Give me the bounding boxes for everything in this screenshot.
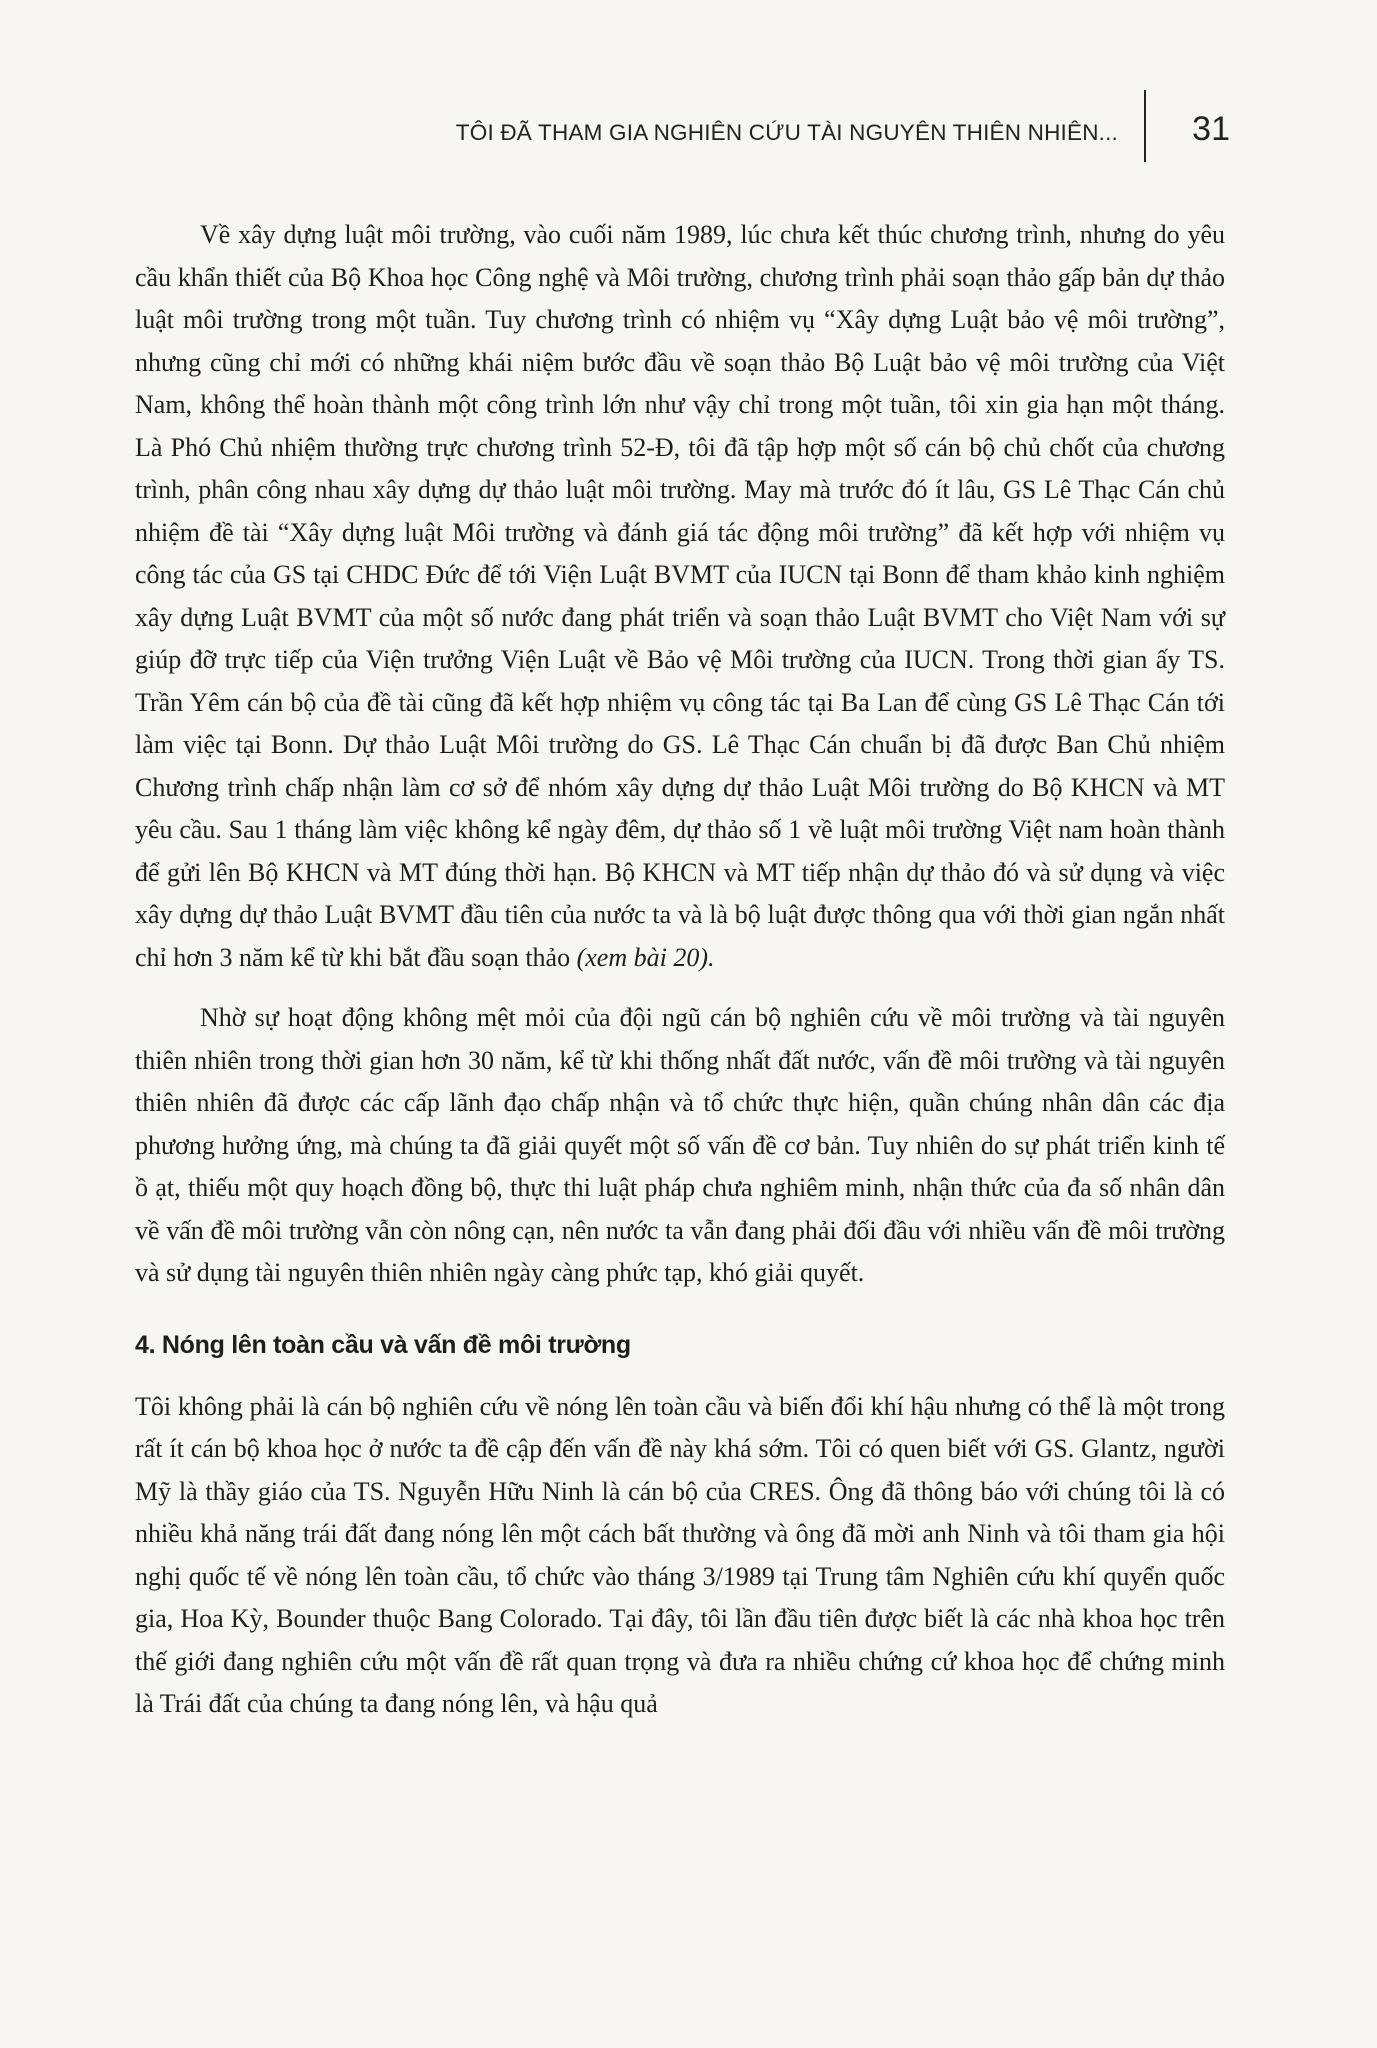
paragraph-environment-overview	[135, 997, 1225, 1295]
paragraph-text: Tôi không phải là cán bộ nghiên cứu về nóng lên toàn cầu và biến đổi khí hậu nhưng có thể là một trong rất ít cán bộ khoa học ở nước ta đề cập đến vấn đề này khá sớm. Tôi có quen biết với GS. Glantz, người Mỹ là thầy giáo của TS. Nguyễn Hữu Ninh là cán bộ của CRES. Ông đã thông báo với chúng tôi là có nhiều khả năng trái đất đang nóng lên một cách bất thường và ông đã mời anh Ninh và tôi tham gia hội nghị quốc tế về nóng lên toàn cầu, tổ chức vào tháng 3/1989 tại Trung tâm Nghiên cứu khí quyển quốc gia, Hoa Kỳ, Bounder thuộc Bang Colorado. Tại đây, tôi lần đầu tiên được biết là các nhà khoa học trên thế giới đang nghiên cứu một vấn đề rất quan trọng và đưa ra nhiều chứng cứ khoa học để chứng minh là Trái đất của chúng ta đang nóng lên, và hậu quả	[135, 1391, 1225, 1718]
paragraph-text: Về xây dựng luật môi trường, vào cuối năm 1989, lúc chưa kết thúc chương trình, nhưng do yêu cầu khẩn thiết của Bộ Khoa học Công nghệ và Môi trường, chương trình phải soạn thảo gấp bản dự thảo luật môi trường trong một tuần. Tuy chương trình có nhiệm vụ “Xây dựng Luật bảo vệ môi trường”, nhưng cũng chỉ mới có những khái niệm bước đầu về soạn thảo Bộ Luật bảo vệ môi trường của Việt Nam, không thể hoàn thành một công trình lớn như vậy chỉ trong một tuần, tôi xin gia hạn một tháng. Là Phó Chủ nhiệm thường trực chương trình 52-Đ, tôi đã tập hợp một số cán bộ chủ chốt của chương trình, phân công nhau xây dựng dự thảo luật môi trường. May mà trước đó ít lâu, GS Lê Thạc Cán chủ nhiệm đề tài “Xây dựng luật Môi trường và đánh giá tác động môi trường” đã kết hợp với nhiệm vụ công tác của GS tại CHDC Đức để tới Viện Luật BVMT của IUCN tại Bonn để tham khảo kinh nghiệm xây dựng Luật BVMT của một số nước đang phát triển và soạn thảo Luật BVMT cho Việt Nam với sự giúp đỡ trực tiếp của Viện trưởng Viện Luật về Bảo vệ Môi trường của IUCN. Trong thời gian ấy TS. Trần Yêm cán bộ của đề tài cũng đã kết hợp nhiệm vụ công tác tại Ba Lan để cùng GS Lê Thạc Cán tới làm việc tại Bonn. Dự thảo Luật Môi trường do GS. Lê Thạc Cán chuẩn bị đã được Ban Chủ nhiệm Chương trình chấp nhận làm cơ sở để nhóm xây dựng dự thảo Luật Môi trường do Bộ KHCN và MT yêu cầu. Sau 1 tháng làm việc không kể ngày đêm, dự thảo số 1 về luật môi trường Việt nam hoàn thành để gửi lên Bộ KHCN và MT đúng thời hạn. Bộ KHCN và MT tiếp nhận dự thảo đó và sử dụng và việc xây dựng dự thảo Luật BVMT đầu tiên của nước ta và là bộ luật được thông qua với thời gian ngắn nhất chỉ hơn 3 năm kể từ khi bắt đầu soạn thảo	[135, 220, 1225, 972]
page-number: 31	[1192, 110, 1230, 148]
running-header-title: TÔI ĐÃ THAM GIA NGHIÊN CỨU TÀI NGUYÊN THIÊN NHIÊN...	[455, 120, 1118, 145]
header-divider	[1144, 90, 1146, 162]
cross-reference: (xem bài 20).	[576, 942, 715, 972]
paragraph-environmental-law	[135, 214, 1225, 979]
paragraph-global-warming	[135, 1386, 1225, 1726]
section-heading: 4. Nóng lên toàn cầu và vấn đề môi trường	[135, 1330, 631, 1359]
paragraph-text: Nhờ sự hoạt động không mệt mỏi của đội ngũ cán bộ nghiên cứu về môi trường và tài nguyên thiên nhiên trong thời gian hơn 30 năm, kể từ khi thống nhất đất nước, vấn đề môi trường và tài nguyên thiên nhiên đã được các cấp lãnh đạo chấp nhận và tổ chức thực hiện, quần chúng nhân dân các địa phương hưởng ứng, mà chúng ta đã giải quyết một số vấn đề cơ bản. Tuy nhiên do sự phát triển kinh tế ồ ạt, thiếu một quy hoạch đồng bộ, thực thi luật pháp chưa nghiêm minh, nhận thức của đa số nhân dân về vấn đề môi trường vẫn còn nông cạn, nên nước ta vẫn đang phải đối đầu với nhiều vấn đề môi trường và sử dụng tài nguyên thiên nhiên ngày càng phức tạp, khó giải quyết.	[135, 1003, 1225, 1287]
body-text	[135, 214, 1225, 1744]
running-header	[455, 108, 1230, 158]
